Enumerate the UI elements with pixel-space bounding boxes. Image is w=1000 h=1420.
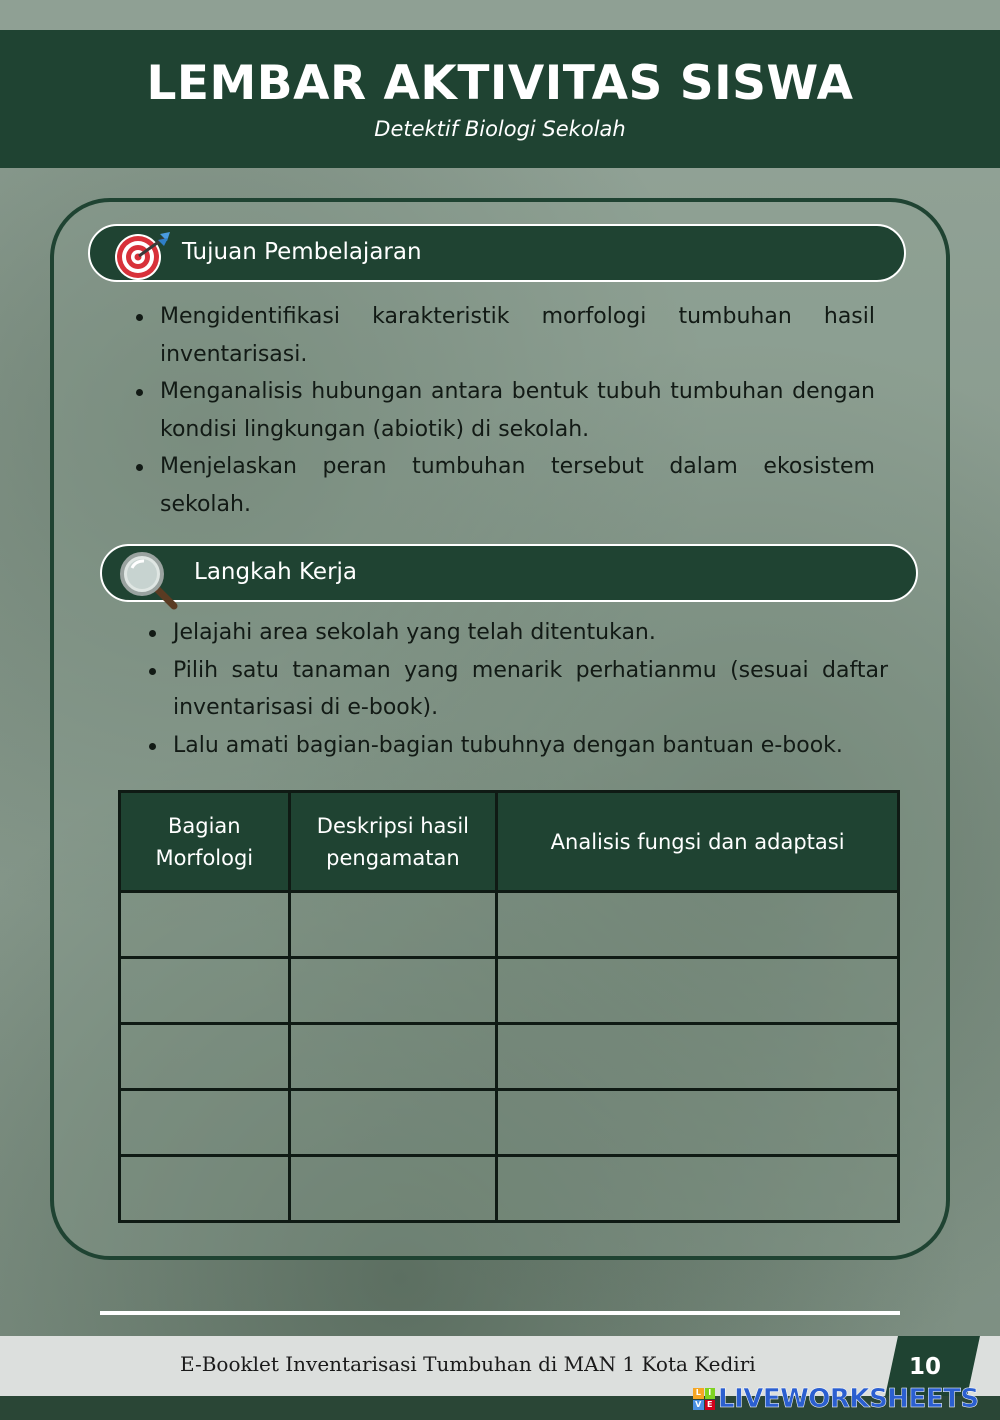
- liveworksheets-badge-icon: L I V E: [693, 1388, 715, 1410]
- table-cell[interactable]: [289, 1156, 497, 1222]
- table-cell[interactable]: [289, 892, 497, 958]
- table-row: [120, 892, 899, 958]
- table-cell[interactable]: [120, 892, 290, 958]
- magnifier-icon: [116, 548, 180, 610]
- footer-divider: [100, 1311, 900, 1315]
- page-number: 10: [908, 1354, 941, 1380]
- table-cell[interactable]: [289, 958, 497, 1024]
- table-cell[interactable]: [497, 1090, 899, 1156]
- step-item: Lalu amati bagian-bagian tubuhnya dengan bantuan e-book.: [143, 727, 888, 765]
- table-header-row: [120, 792, 899, 892]
- table-row: [120, 1090, 899, 1156]
- objectives-section-bar: [88, 224, 906, 282]
- page-header: [0, 30, 1000, 168]
- step-item: Jelajahi area sekolah yang telah ditentukan.: [143, 614, 888, 652]
- page-title: LEMBAR AKTIVITAS SISWA: [146, 56, 854, 111]
- objectives-list: [130, 298, 875, 523]
- step-item: Pilih satu tanaman yang menarik perhatianmu (sesuai daftar inventarisasi di e-book).: [143, 652, 888, 727]
- table-cell[interactable]: [497, 1156, 899, 1222]
- table-cell[interactable]: [120, 958, 290, 1024]
- table-cell[interactable]: [120, 1156, 290, 1222]
- objectives-title: Tujuan Pembelajaran: [182, 239, 422, 265]
- table-cell[interactable]: [497, 958, 899, 1024]
- steps-list: [143, 614, 888, 764]
- table-cell[interactable]: [120, 1024, 290, 1090]
- header-description: Deskripsi hasil pengamatan: [289, 792, 497, 892]
- objective-item: Menjelaskan peran tumbuhan tersebut dalam ekosistem sekolah.: [130, 448, 875, 523]
- liveworksheets-brand: LIVEWORKSHEETS: [718, 1384, 979, 1414]
- steps-title: Langkah Kerja: [194, 559, 358, 585]
- table-cell[interactable]: [497, 892, 899, 958]
- header-analysis: Analisis fungsi dan adaptasi: [497, 792, 899, 892]
- top-strip: [0, 0, 1000, 30]
- header-morphology: Bagian Morfologi: [120, 792, 290, 892]
- footer-text: E-Booklet Inventarisasi Tumbuhan di MAN 1 Kota Kediri: [180, 1352, 756, 1376]
- table-cell[interactable]: [120, 1090, 290, 1156]
- table-cell[interactable]: [289, 1024, 497, 1090]
- page-subtitle: Detektif Biologi Sekolah: [374, 117, 626, 141]
- target-icon: [112, 228, 172, 282]
- observation-table: [118, 790, 900, 1223]
- objective-item: Mengidentifikasi karakteristik morfologi tumbuhan hasil inventarisasi.: [130, 298, 875, 373]
- steps-section-bar: [100, 544, 918, 602]
- table-cell[interactable]: [289, 1090, 497, 1156]
- liveworksheets-logo: [693, 1384, 979, 1414]
- objective-item: Menganalisis hubungan antara bentuk tubuh tumbuhan dengan kondisi lingkungan (abiotik) di sekolah.: [130, 373, 875, 448]
- table-row: [120, 958, 899, 1024]
- table-cell[interactable]: [497, 1024, 899, 1090]
- table-row: [120, 1024, 899, 1090]
- table-row: [120, 1156, 899, 1222]
